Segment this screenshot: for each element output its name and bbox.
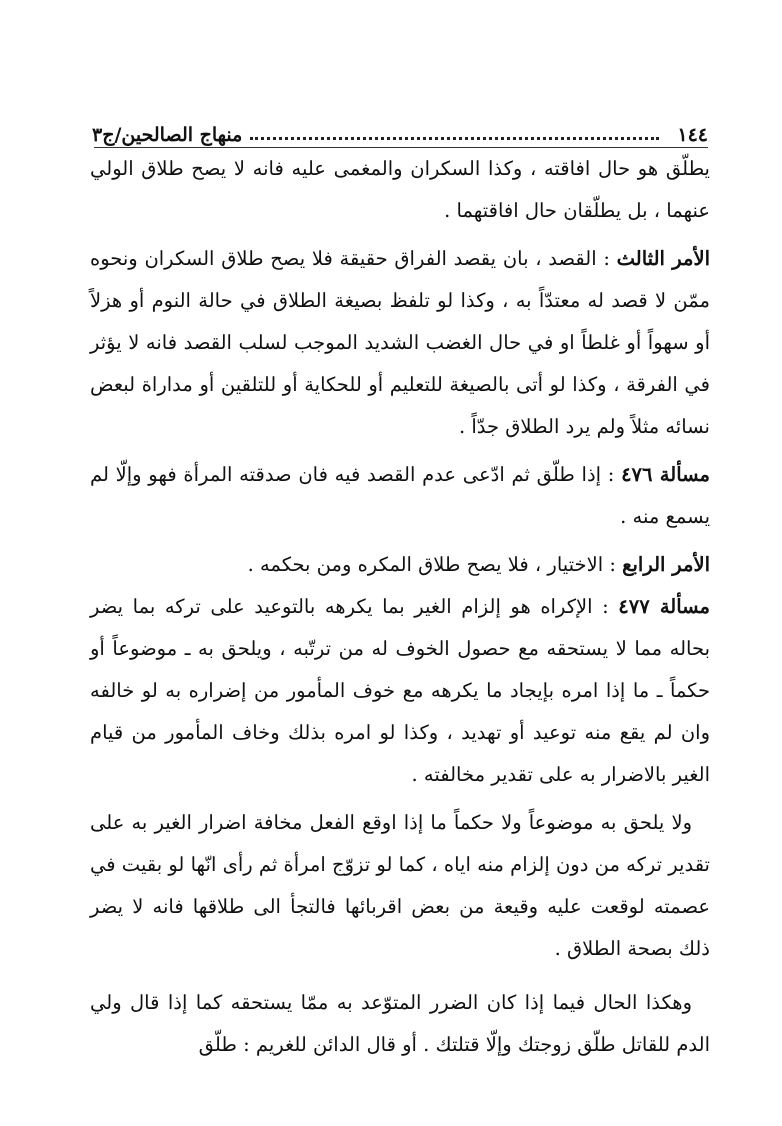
section-heading: الأمر الرابع	[622, 553, 710, 576]
page-body	[90, 148, 710, 1066]
header-dot-leader	[250, 119, 659, 140]
running-header	[92, 112, 708, 146]
paragraph	[90, 148, 710, 232]
paragraph-text: : إذا طلّق ثم ادّعى عدم القصد فيه فان صدقته المرأة فهو وإلّا لم يسمع منه .	[90, 463, 710, 528]
paragraph	[90, 544, 710, 586]
page-number: ١٤٤	[677, 124, 708, 146]
issue-heading: مسألة ٤٧٧	[618, 595, 710, 618]
issue-heading: مسألة ٤٧٦	[621, 463, 710, 486]
paragraph	[90, 802, 710, 970]
section-heading: الأمر الثالث	[616, 247, 710, 270]
paragraph-text: ولا يلحق به موضوعاً ولا حكماً ما إذا اوقع الفعل مخافة اضرار الغير به على تقدير تركه من دون إلزام منه اياه ، كما لو تزوّج امرأة ثم رأى انّها لو بقيت في عصمته لوقعت عليه وقيعة من بعض اقربائها فالتجأ الى طلاقها فانه لا يضر ذلك بصحة الطلاق .	[90, 811, 710, 960]
paragraph	[90, 454, 710, 538]
paragraph	[90, 238, 710, 448]
paragraph-text: يطلّق هو حال افاقته ، وكذا السكران والمغمى عليه فانه لا يصح طلاق الولي عنهما ، بل يطلّقان حال افاقتهما .	[90, 157, 710, 222]
paragraph	[90, 586, 710, 796]
paragraph-text: : الاختيار ، فلا يصح طلاق المكره ومن بحكمه .	[247, 553, 616, 576]
paragraph	[90, 982, 710, 1066]
paragraph-text: وهكذا الحال فيما إذا كان الضرر المتوّعد به ممّا يستحقه كما إذا قال ولي الدم للقاتل طلّق زوجتك وإلّا قتلتك . أو قال الدائن للغريم : طلّق	[90, 991, 710, 1056]
book-title: منهاج الصالحين/ج٣	[92, 124, 243, 146]
paragraph-text: : القصد ، بان يقصد الفراق حقيقة فلا يصح طلاق السكران ونحوه ممّن لا قصد له معتدّاً به ، وكذا لو تلفظ بصيغة الطلاق في حالة النوم أو هزلاً أو سهواً أو غلطاً او في حال الغضب الشديد الموجب لسلب القصد فانه لا يؤثر في الفرقة ، وكذا لو أتى بالصيغة للتعليم أو للحكاية أو للتلقين أو مداراة لبعض نسائه مثلاً ولم يرد الطلاق جدّاً .	[90, 247, 710, 438]
paragraph-text: : الإكراه هو إلزام الغير بما يكرهه بالتوعيد على تركه بما يضر بحاله مما لا يستحقه مع حصول الخوف له من ترتّبه ، ويلحق به ـ موضوعاً أو حكماً ـ ما إذا امره بإيجاد ما يكرهه مع خوف المأمور من إضراره به لو خالفه وان لم يقع منه توعيد أو تهديد ، وكذا لو امره بذلك وخاف المأمور من قيام الغير بالاضرار به على تقدير مخالفته .	[90, 595, 710, 786]
